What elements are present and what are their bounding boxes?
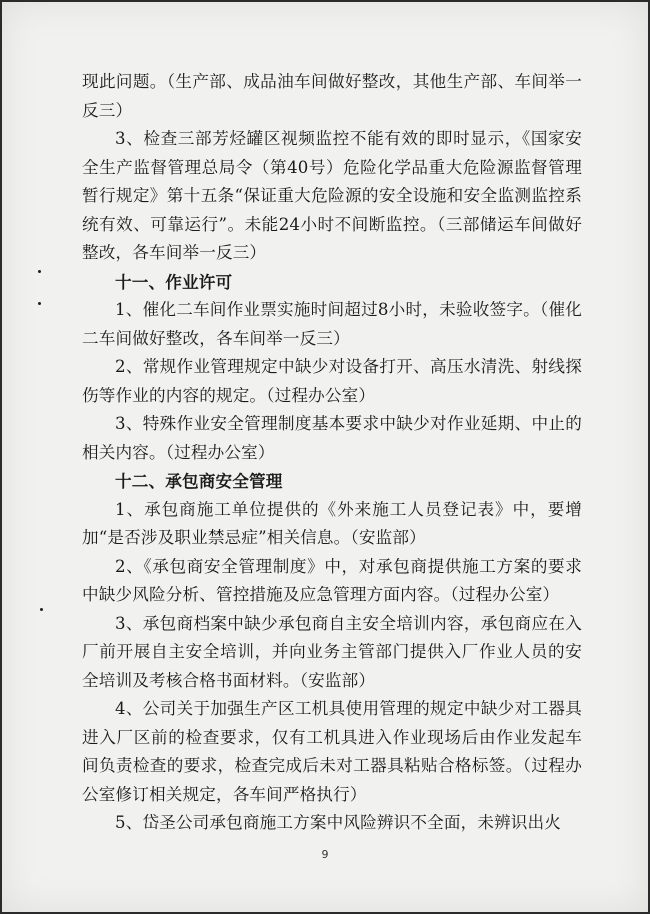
paragraph-item: 4、公司关于加强生产区工机具使用管理的规定中缺少对工器具进入厂区前的检查要求，仅有工机具进入作业现场后由作业发起车间负责检查的要求，检查完成后未对工器具粘贴合格标签。（过程办公室修订相关规定，各车间严格执行） bbox=[82, 699, 582, 804]
page-number: 9 bbox=[321, 848, 329, 861]
paragraph-item: 2、常规作业管理规定中缺少对设备打开、高压水清洗、射线探伤等作业的内容的规定。（过程办公室） bbox=[82, 357, 582, 405]
paragraph-item: 1、催化二车间作业票实施时间超过8小时，未验收签字。（催化二车间做好整改，各车间举一反三） bbox=[82, 300, 582, 348]
paragraph-item: 2、《承包商安全管理制度》中，对承包商提供施工方案的要求中缺少风险分析、管控措施及应急管理方面内容。（过程办公室） bbox=[82, 556, 582, 604]
punch-mark bbox=[38, 270, 41, 273]
punch-mark bbox=[40, 608, 43, 611]
paragraph-continuation: 现此问题。（生产部、成品油车间做好整改，其他生产部、车间举一反三） bbox=[82, 72, 582, 120]
document-body bbox=[82, 68, 582, 838]
paragraph-item: 3、承包商档案中缺少承包商自主安全培训内容，承包商应在入厂前开展自主安全培训，并向业务主管部门提供入厂作业人员的安全培训及考核合格书面材料。（安监部） bbox=[82, 613, 582, 690]
paragraph-item: 3、特殊作业安全管理制度基本要求中缺少对作业延期、中止的相关内容。（过程办公室） bbox=[82, 414, 582, 462]
paragraph-item: 1、承包商施工单位提供的《外来施工人员登记表》中，要增加“是否涉及职业禁忌症”相关信息。（安监部） bbox=[82, 499, 582, 547]
paragraph-item: 3、检查三部芳烃罐区视频监控不能有效的即时显示，《国家安全生产监督管理总局令（第40号）危险化学品重大危险源监督管理暂行规定》第十五条“保证重大危险源的安全设施和安全监测监控系统有效、可靠运行”。未能24小时不间断监控。（三部储运车间做好整改，各车间举一反三） bbox=[82, 129, 582, 262]
paragraph-item: 5、岱圣公司承包商施工方案中风险辨识不全面，未辨识出火 bbox=[115, 813, 562, 832]
section-heading: 十二、承包商安全管理 bbox=[115, 471, 283, 491]
section-heading: 十一、作业许可 bbox=[115, 271, 233, 292]
punch-mark bbox=[38, 302, 41, 305]
